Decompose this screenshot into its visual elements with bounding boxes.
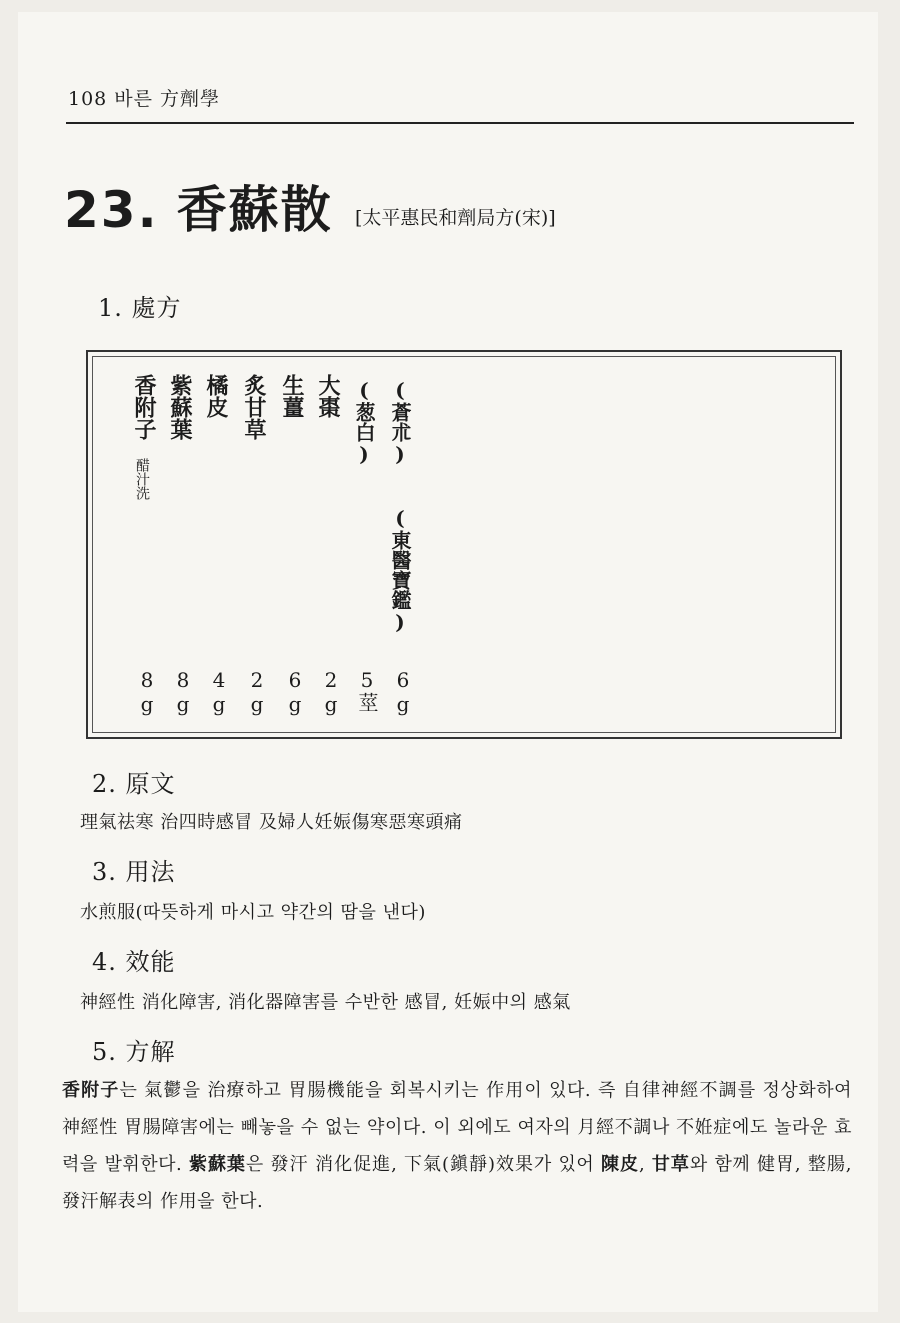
- herb-name: 橘皮: [203, 374, 229, 418]
- formula-source: [太平惠民和劑局方(宋)]: [355, 207, 556, 229]
- herb-name: (蒼朮): [388, 378, 412, 466]
- herb-dose: 6g: [283, 668, 307, 716]
- explanation-run: 와 함께 健胃, 整腸, 發汗解表의 作用을 한다.: [62, 1154, 853, 1212]
- herb-dose: 6g: [391, 668, 415, 716]
- herb-name: 香附子: [131, 374, 157, 440]
- herb-dose: 2g: [245, 668, 269, 716]
- formula-name: 香蘇散: [176, 181, 333, 239]
- running-header: 108 바른 方劑學: [68, 88, 221, 110]
- term-hyangbuja: 香附子: [62, 1080, 120, 1101]
- herb-name: 大棗: [315, 374, 341, 418]
- explanation-run: 는 氣鬱을 治療하고 胃腸機能을 회복시키는 作用이 있다. 즉 自律神經不調를 정상화하여 神經性 胃腸障害에는 빼놓을 수 없는 약이다. 이 외에도 여자의 月經不調나 不姙症에도 놀라운 효력을 발휘한다.: [62, 1080, 852, 1175]
- herb-note: 醋汁洗: [134, 458, 150, 500]
- header-rule: [66, 122, 854, 124]
- section-original-heading: 2. 原文: [92, 770, 176, 798]
- herb-name: 生薑: [279, 374, 305, 418]
- section-usage-heading: 3. 用法: [92, 858, 176, 886]
- herb-name: 紫蘇葉: [167, 374, 193, 440]
- section-efficacy-heading: 4. 效能: [92, 948, 176, 976]
- original-text: 理氣祛寒 治四時感冒 及婦人妊娠傷寒惡寒頭痛: [80, 812, 463, 833]
- explanation-text: [62, 1072, 852, 1220]
- herb-name: 炙甘草: [241, 374, 267, 440]
- section-explanation-heading: 5. 方解: [92, 1038, 176, 1066]
- explanation-run: 은 發汗 消化促進, 下氣(鎭靜)效果가 있어: [245, 1154, 601, 1175]
- herb-dose: 4g: [207, 668, 231, 716]
- herb-dose: 8g: [171, 668, 195, 716]
- term-gamcho: 甘草: [651, 1154, 690, 1175]
- prescription-box: [86, 350, 842, 739]
- herb-note: (東醫寶鑑): [388, 506, 412, 634]
- herb-dose: 8g: [135, 668, 159, 716]
- efficacy-text: 神經性 消化障害, 消化器障害를 수반한 感冒, 妊娠中의 感氣: [80, 992, 571, 1013]
- term-jinpi: 陳皮: [601, 1154, 639, 1175]
- formula-title: [64, 170, 333, 242]
- herb-name: (葱白): [352, 378, 376, 466]
- herb-dose: 2g: [319, 668, 343, 716]
- usage-text: 水煎服(따뜻하게 마시고 약간의 땀을 낸다): [80, 902, 426, 923]
- formula-number: 23.: [64, 181, 159, 239]
- section-prescription-heading: 1. 處方: [98, 294, 182, 322]
- explanation-run: ,: [638, 1154, 652, 1175]
- term-jasoyeop: 紫蘇葉: [188, 1154, 246, 1175]
- herb-dose: 5莖: [355, 668, 379, 712]
